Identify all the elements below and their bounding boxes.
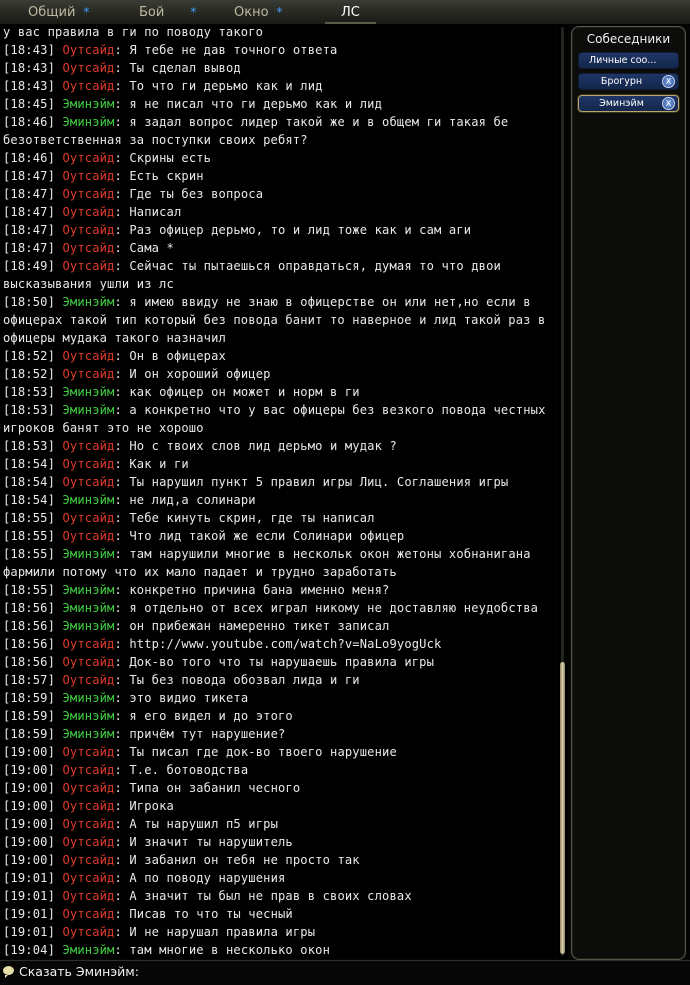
- message-text: И забанил он тебя не просто так: [129, 853, 360, 867]
- message-text: я задал вопрос лидер такой же и в общем ги такая бе безответственная за поступки своих ребят?: [3, 115, 516, 147]
- chat-message: [18:54] Эминэйм: не лид,а солинари: [3, 493, 256, 507]
- message-sender[interactable]: Эминэйм: [62, 115, 115, 129]
- message-sender[interactable]: Оутсайд: [62, 475, 115, 489]
- chat-message: [19:00] Оутсайд: Типа он забанил чесного: [3, 781, 301, 795]
- message-text: я не писал что ги дерьмо как и лид: [129, 97, 383, 111]
- chat-message: [19:00] Оутсайд: Игрока: [3, 799, 174, 813]
- message-text: http://www.youtube.com/watch?v=NaLo9yogUck: [129, 637, 442, 651]
- message-sender[interactable]: Оутсайд: [62, 457, 115, 471]
- message-sender[interactable]: Оутсайд: [62, 817, 115, 831]
- chat-message: [18:43] Оутсайд: Я тебе не дав точного ответа: [3, 43, 338, 57]
- message-sender[interactable]: Оутсайд: [62, 151, 115, 165]
- chat-input-prompt: Сказать Эминэйм:: [19, 964, 139, 979]
- chat-scrollbar[interactable]: [557, 24, 568, 959]
- channel-tab-bar: [0, 0, 690, 25]
- message-sender[interactable]: Эминэйм: [62, 601, 115, 615]
- message-sender[interactable]: Оутсайд: [62, 367, 115, 381]
- message-text: Он в офицерах: [129, 349, 226, 363]
- message-time: [18:47]: [3, 205, 56, 219]
- message-time: [18:56]: [3, 601, 56, 615]
- message-sender[interactable]: Оутсайд: [62, 835, 115, 849]
- message-text: как офицер он может и норм в ги: [129, 385, 360, 399]
- chat-message: [18:56] Эминэйм: он прибежан намеренно тикет записал: [3, 619, 390, 633]
- message-time: [18:47]: [3, 223, 56, 237]
- message-sender[interactable]: Оутсайд: [62, 439, 115, 453]
- message-time: [18:55]: [3, 547, 56, 561]
- chat-input-bar: [0, 960, 690, 985]
- chat-message: [19:01] Оутсайд: Писав то что ты чесный: [3, 907, 293, 921]
- message-sender[interactable]: Оутсайд: [62, 655, 115, 669]
- message-time: [18:55]: [3, 583, 56, 597]
- message-text: И значит ты нарушитель: [129, 835, 293, 849]
- message-sender[interactable]: Оутсайд: [62, 259, 115, 273]
- chat-message: [18:54] Оутсайд: Ты нарушил пункт 5 правил игры Лиц. Соглашения игры: [3, 475, 509, 489]
- chat-message: [18:55] Оутсайд: Что лид такой же если Солинари офицер: [3, 529, 405, 543]
- message-time: [19:00]: [3, 853, 56, 867]
- message-time: [18:54]: [3, 493, 56, 507]
- message-text: То что ги дерьмо как и лид: [129, 79, 323, 93]
- message-sender[interactable]: Оутсайд: [62, 871, 115, 885]
- message-time: [18:46]: [3, 151, 56, 165]
- tab-private[interactable]: [341, 0, 360, 24]
- message-text: Т.е. ботоводства: [129, 763, 249, 777]
- message-text: он прибежан намеренно тикет записал: [129, 619, 390, 633]
- message-sender[interactable]: Эминэйм: [62, 709, 115, 723]
- tab-general[interactable]: [28, 0, 89, 24]
- chat-message: [19:04] Эминэйм: там многие в несколько окон: [3, 943, 331, 957]
- message-text: конкретно причина бана именно меня?: [129, 583, 390, 597]
- chat-message: [19:01] Оутсайд: А по поводу нарушения: [3, 871, 286, 885]
- message-time: [19:00]: [3, 763, 56, 777]
- chat-message: [19:00] Оутсайд: И забанил он тебя не просто так: [3, 853, 360, 867]
- message-text: И не нарушал правила игры: [129, 925, 316, 939]
- message-time: [19:00]: [3, 799, 56, 813]
- message-sender[interactable]: Эминэйм: [62, 583, 115, 597]
- chat-partial-line: у вас правила в ги по поводу такого: [3, 25, 264, 39]
- chat-message: [19:01] Оутсайд: И не нарушал правила игры: [3, 925, 316, 939]
- message-time: [19:04]: [3, 943, 56, 957]
- chat-message: [18:47] Оутсайд: Написал: [3, 205, 182, 219]
- contact-private-messages[interactable]: [578, 52, 679, 69]
- chat-message: [18:47] Оутсайд: Где ты без вопроса: [3, 187, 264, 201]
- message-sender[interactable]: Оутсайд: [62, 529, 115, 543]
- close-icon[interactable]: X: [662, 97, 675, 110]
- message-text: Я тебе не дав точного ответа: [129, 43, 338, 57]
- message-text: Написал: [129, 205, 182, 219]
- message-sender[interactable]: Оутсайд: [62, 187, 115, 201]
- message-sender[interactable]: Оутсайд: [62, 673, 115, 687]
- message-sender[interactable]: Оутсайд: [62, 61, 115, 75]
- tab-private-label: ЛС: [341, 4, 360, 20]
- message-sender[interactable]: Эминэйм: [62, 619, 115, 633]
- message-time: [19:01]: [3, 925, 56, 939]
- message-sender[interactable]: Эминэйм: [62, 403, 115, 417]
- message-time: [18:49]: [3, 259, 56, 273]
- tab-window-star: *: [276, 5, 283, 19]
- message-time: [18:50]: [3, 295, 56, 309]
- message-text: А по поводу нарушения: [129, 871, 286, 885]
- message-time: [18:52]: [3, 367, 56, 381]
- message-sender[interactable]: Оутсайд: [62, 907, 115, 921]
- message-sender[interactable]: Эминэйм: [62, 691, 115, 705]
- message-time: [19:01]: [3, 871, 56, 885]
- tab-combat-label: Бой: [139, 4, 165, 20]
- message-sender[interactable]: Оутсайд: [62, 79, 115, 93]
- contact-eminem[interactable]: [578, 95, 679, 112]
- chat-log-area[interactable]: [0, 24, 556, 959]
- chat-message: [18:47] Оутсайд: Раз офицер дерьмо, то и лид тоже как и сам аги: [3, 223, 472, 237]
- message-time: [19:00]: [3, 817, 56, 831]
- contact-label: Брогурн: [600, 76, 643, 87]
- message-time: [18:43]: [3, 79, 56, 93]
- chat-message: [18:52] Оутсайд: Он в офицерах: [3, 349, 226, 363]
- chat-message: [18:47] Оутсайд: Есть скрин: [3, 169, 204, 183]
- message-text: Раз офицер дерьмо, то и лид тоже как и сам аги: [129, 223, 472, 237]
- message-sender[interactable]: Оутсайд: [62, 205, 115, 219]
- chat-message: [18:53] Оутсайд: Но с твоих слов лид дерьмо и мудак ?: [3, 439, 397, 453]
- chat-message: [18:56] Оутсайд: Док-во того что ты нарушаешь правила игры: [3, 655, 435, 669]
- tab-general-label: Общий: [28, 4, 76, 20]
- message-time: [18:54]: [3, 457, 56, 471]
- chat-message: [18:57] Оутсайд: Ты без повода обозвал лида и ги: [3, 673, 360, 687]
- message-time: [18:45]: [3, 97, 56, 111]
- message-sender[interactable]: Оутсайд: [62, 241, 115, 255]
- chat-message: [18:49] Оутсайд: Сейчас ты пытаешься оправдаться, думая то что двои высказывания ушли из лс: [3, 259, 509, 291]
- chat-message: [18:43] Оутсайд: То что ги дерьмо как и лид: [3, 79, 323, 93]
- message-sender[interactable]: Оутсайд: [62, 763, 115, 777]
- message-time: [18:47]: [3, 169, 56, 183]
- chat-message: [18:59] Эминэйм: это видио тикета: [3, 691, 249, 705]
- message-sender[interactable]: Оутсайд: [62, 853, 115, 867]
- message-text: А значит ты был не прав в своих словах: [129, 889, 412, 903]
- chat-message: [18:56] Оутсайд: http://www.youtube.com/watch?v=NaLo9yogUck: [3, 637, 442, 651]
- message-time: [18:53]: [3, 403, 56, 417]
- message-sender[interactable]: Эминэйм: [62, 943, 115, 957]
- message-sender[interactable]: Эминэйм: [62, 97, 115, 111]
- message-text: Скрины есть: [129, 151, 212, 165]
- chat-message: [18:59] Эминэйм: причём тут нарушение?: [3, 727, 286, 741]
- message-text: я отдельно от всех играл никому не доставляю неудобства: [129, 601, 539, 615]
- chat-message: [19:00] Оутсайд: Ты писал где док-во твоего нарушение: [3, 745, 397, 759]
- message-sender[interactable]: Оутсайд: [62, 799, 115, 813]
- message-time: [18:57]: [3, 673, 56, 687]
- message-text: Ты нарушил пункт 5 правил игры Лиц. Соглашения игры: [129, 475, 509, 489]
- message-time: [19:00]: [3, 835, 56, 849]
- chat-message: [18:55] Оутсайд: Тебе кинуть скрин, где ты написал: [3, 511, 375, 525]
- tab-combat[interactable]: [139, 0, 196, 24]
- message-time: [19:00]: [3, 781, 56, 795]
- message-time: [18:55]: [3, 529, 56, 543]
- chat-message: [18:45] Эминэйм: я не писал что ги дерьмо как и лид: [3, 97, 383, 111]
- message-text: Сама *: [129, 241, 174, 255]
- message-text: я его видел и до этого: [129, 709, 293, 723]
- contact-label: Личные соо...: [589, 55, 657, 66]
- chat-message: [18:43] Оутсайд: Ты сделал вывод: [3, 61, 241, 75]
- message-text: Ты без повода обозвал лида и ги: [129, 673, 360, 687]
- message-sender[interactable]: Оутсайд: [62, 223, 115, 237]
- message-time: [18:47]: [3, 187, 56, 201]
- message-text: там многие в несколько окон: [129, 943, 331, 957]
- chat-input[interactable]: [140, 963, 684, 983]
- message-text: там нарушили многие в нескольк окон жетоны хобнанигана фармили потому что их мало падает и трудно заработать: [3, 547, 539, 579]
- message-sender[interactable]: Эминэйм: [62, 727, 115, 741]
- message-text: Ты сделал вывод: [129, 61, 241, 75]
- message-text: Как и ги: [129, 457, 189, 471]
- chat-message: [18:59] Эминэйм: я его видел и до этого: [3, 709, 293, 723]
- message-sender[interactable]: Оутсайд: [62, 889, 115, 903]
- tab-window[interactable]: [234, 0, 283, 24]
- contact-label: Эминэйм: [599, 98, 644, 109]
- chat-message: [18:50] Эминэйм: я имею ввиду не знаю в офицерстве он или нет,но если в офицерах такой тип который без повода банит то наверное и лид такой раз в офицеры мудака такого назначил: [3, 295, 553, 345]
- message-time: [18:56]: [3, 655, 56, 669]
- message-time: [18:47]: [3, 241, 56, 255]
- chat-message: [18:56] Эминэйм: я отдельно от всех играл никому не доставляю неудобства: [3, 601, 539, 615]
- message-time: [18:54]: [3, 475, 56, 489]
- chat-message: [18:47] Оутсайд: Сама *: [3, 241, 174, 255]
- conversations-title: Собеседники: [586, 32, 671, 46]
- message-time: [18:56]: [3, 637, 56, 651]
- message-time: [18:55]: [3, 511, 56, 525]
- speech-bubble-icon: [3, 966, 14, 975]
- message-sender[interactable]: Оутсайд: [62, 349, 115, 363]
- message-time: [18:53]: [3, 385, 56, 399]
- chat-message: [18:52] Оутсайд: И он хороший офицер: [3, 367, 271, 381]
- message-sender[interactable]: Эминэйм: [62, 385, 115, 399]
- message-text: я имею ввиду не знаю в офицерстве он или нет,но если в офицерах такой тип который без повода банит то наверное и лид такой раз в офицеры мудака такого назначил: [3, 295, 553, 345]
- message-text: Ты писал где док-во твоего нарушение: [129, 745, 397, 759]
- message-time: [18:59]: [3, 691, 56, 705]
- message-time: [18:43]: [3, 61, 56, 75]
- message-sender[interactable]: Оутсайд: [62, 511, 115, 525]
- chat-message: [18:46] Оутсайд: Скрины есть: [3, 151, 212, 165]
- message-text: Но с твоих слов лид дерьмо и мудак ?: [129, 439, 397, 453]
- chat-message: [18:53] Эминэйм: как офицер он может и норм в ги: [3, 385, 360, 399]
- message-time: [19:01]: [3, 907, 56, 921]
- message-sender[interactable]: Оутсайд: [62, 43, 115, 57]
- contact-brogurn[interactable]: [578, 73, 679, 90]
- message-text: Есть скрин: [129, 169, 204, 183]
- message-time: [19:01]: [3, 889, 56, 903]
- tab-combat-star: *: [190, 5, 197, 19]
- message-text: не лид,а солинари: [129, 493, 256, 507]
- conversations-panel: [571, 26, 686, 960]
- message-text: Писав то что ты чесный: [129, 907, 293, 921]
- message-text: Сейчас ты пытаешься оправдаться, думая то что двои высказывания ушли из лс: [3, 259, 509, 291]
- message-time: [18:46]: [3, 115, 56, 129]
- message-text: И он хороший офицер: [129, 367, 271, 381]
- message-time: [19:00]: [3, 745, 56, 759]
- message-time: [18:56]: [3, 619, 56, 633]
- message-text: причём тут нарушение?: [129, 727, 286, 741]
- message-time: [18:43]: [3, 43, 56, 57]
- message-sender[interactable]: Оутсайд: [62, 637, 115, 651]
- message-text: Тебе кинуть скрин, где ты написал: [129, 511, 375, 525]
- close-icon[interactable]: X: [662, 75, 675, 88]
- message-time: [18:53]: [3, 439, 56, 453]
- message-time: [18:59]: [3, 709, 56, 723]
- message-sender[interactable]: Эминэйм: [62, 295, 115, 309]
- scrollbar-thumb[interactable]: [560, 662, 565, 954]
- message-text: Что лид такой же если Солинари офицер: [129, 529, 405, 543]
- message-time: [18:52]: [3, 349, 56, 363]
- chat-message: [19:01] Оутсайд: А значит ты был не прав в своих словах: [3, 889, 412, 903]
- message-sender[interactable]: Оутсайд: [62, 169, 115, 183]
- message-sender[interactable]: Оутсайд: [62, 781, 115, 795]
- message-sender[interactable]: Оутсайд: [62, 925, 115, 939]
- message-text: это видио тикета: [129, 691, 249, 705]
- message-text: Типа он забанил чесного: [129, 781, 301, 795]
- tab-window-label: Окно: [234, 4, 269, 20]
- chat-message: [18:55] Эминэйм: там нарушили многие в нескольк окон жетоны хобнанигана фармили потому что их мало падает и трудно заработать: [3, 547, 539, 579]
- message-text: а конкретно что у вас офицеры без везкого повода честных игроков банят это не хорошо: [3, 403, 553, 435]
- message-text: Игрока: [129, 799, 174, 813]
- chat-message: [18:46] Эминэйм: я задал вопрос лидер такой же и в общем ги такая бе безответственная за поступки своих ребят?: [3, 115, 516, 147]
- message-sender[interactable]: Эминэйм: [62, 547, 115, 561]
- message-sender[interactable]: Эминэйм: [62, 493, 115, 507]
- chat-message: [18:55] Эминэйм: конкретно причина бана именно меня?: [3, 583, 390, 597]
- message-text: Док-во того что ты нарушаешь правила игры: [129, 655, 435, 669]
- message-text: Где ты без вопроса: [129, 187, 264, 201]
- chat-message: [19:00] Оутсайд: Т.е. ботоводства: [3, 763, 249, 777]
- chat-log: [3, 24, 556, 959]
- chat-message: [18:53] Эминэйм: а конкретно что у вас офицеры без везкого повода честных игроков банят это не хорошо: [3, 403, 553, 435]
- chat-message: [19:00] Оутсайд: И значит ты нарушитель: [3, 835, 293, 849]
- message-sender[interactable]: Оутсайд: [62, 745, 115, 759]
- message-time: [18:59]: [3, 727, 56, 741]
- chat-message: [18:54] Оутсайд: Как и ги: [3, 457, 189, 471]
- tab-general-star: *: [83, 5, 90, 19]
- chat-message: [19:00] Оутсайд: А ты нарушил п5 игры: [3, 817, 278, 831]
- message-text: А ты нарушил п5 игры: [129, 817, 278, 831]
